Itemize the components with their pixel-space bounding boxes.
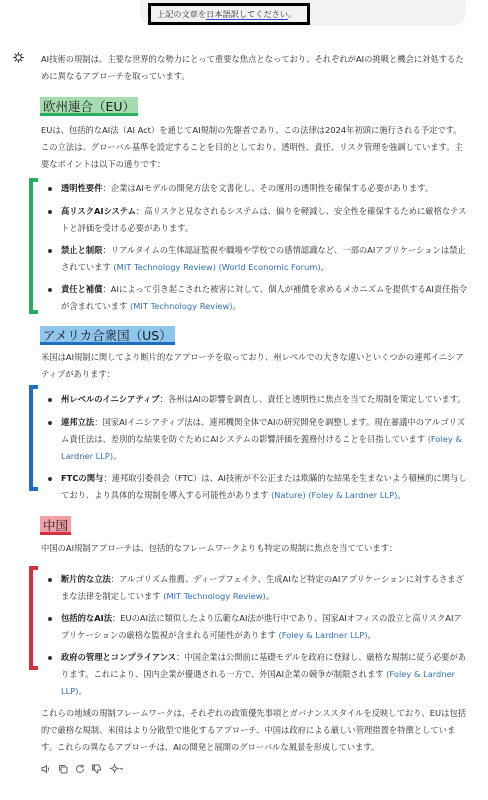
eu-bullet-3 [61,242,469,276]
bullet-heading: 政府の管理とコンプライアンス [61,652,177,662]
citation-link[interactable]: (MIT Technology Review) [127,301,233,311]
bullet-dot [48,578,52,582]
model-switch-icon[interactable] [108,763,126,775]
bullet-dot [48,187,52,191]
bullet-text: ：中国企業は公開前に基礎モデルを政府に登録し、厳格な規制に従う必要があります。これにより、国内企業が優遇される一方で、外国AI企業の競争が制限されます [61,652,467,679]
bullet-dot [48,421,52,425]
us-bracket [29,385,38,491]
china-bullet-3 [61,649,469,700]
bullet-tail: 。 [367,630,376,640]
bullet-text: ：アルゴリズム推薦、ディープフェイク、生成AIなど特定のAIアプリケーションに対するさまざまな法律を制定しています [61,574,464,601]
bullet-heading: 断片的な立法 [61,574,111,584]
bullet-text: ：AIによって引き起こされた被害に対して、個人が補償を求めるメカニズムを提供するAI責任指令が含まれています [61,284,468,311]
bullet-heading: 禁止と制限 [61,245,103,255]
conclusion-paragraph: これらの地域の規制フレームワークは、それぞれの政策優先事項とガバナンススタイルを反映しており、EUは包括的で厳格な規制、米国はより分散型で進化するアプローチ、中国は政府による厳しい管理措置を特徴としています。これらの異なるアプローチは、AIの開発と展開のグローバルな風景を形成しています。 [41,708,467,752]
china-bullet-1 [61,571,469,605]
bullet-dot [48,617,52,621]
bullet-text: ：リアルタイムの生体認証監視や職場や学校での感情認識など、一部のAIアプリケーションは禁止されています [61,245,466,272]
bullet-heading: 高リスクAIシステム [61,206,136,216]
speaker-icon[interactable] [40,763,52,775]
regenerate-icon[interactable] [74,763,86,775]
bullet-text: ：高リスクと見なされるシステムは、偏りを軽減し、安全性を確保するために厳格なテストと評価を受ける必要があります。 [61,206,467,233]
copy-icon[interactable] [57,763,69,775]
bullet-heading: 包括的なAI法 [61,613,112,623]
user-message-underlined: 日本語訳してください [206,9,289,19]
bullet-dot [48,210,52,214]
eu-intro: EUは、包括的なAI法（AI Act）を通じてAI規制の先駆者であり、この法律は2024年初頭に施行される予定です。この立法は、グローバル基準を設定することを目的としており、透明性、責任、リスク管理を強調しています。主要なポイントは以下の通りです： [41,125,463,169]
bullet-tail: 。 [265,591,275,601]
bullet-dot [48,288,52,292]
bullet-dot [48,249,52,253]
bullet-heading: 責任と補償 [61,284,103,294]
section-title-eu: 欧州連合（EU） [40,97,138,116]
eu-bracket [29,178,38,314]
china-bullet-2 [61,610,469,644]
intro-paragraph: AI技術の規制は、主要な世界的な勢力にとって重要な焦点となっており、それぞれがAIの挑戦と機会に対処するために異なるアプローチを取っています。 [41,54,464,81]
section-title-us: アメリカ合衆国（US） [40,326,175,345]
assistant-logo-icon [12,51,25,64]
us-bullet-3 [61,470,469,504]
bullet-text: ：企業はAIモデルの開発方法を文書化し、その運用の透明性を確保する必要があります。 [102,183,434,193]
us-intro: 米国はAI規制に関してより断片的なアプローチを取っており、州レベルでの大きな違いといくつかの連邦イニシアティブがあります： [41,352,464,379]
bullet-heading: 連邦立法 [61,417,95,427]
china-bracket [29,566,38,670]
bullet-tail: 。 [232,301,241,311]
user-message-end: 。 [288,9,297,19]
bullet-text: ：各州はAIの影響を調査し、責任と透明性に焦点を当てた規制を策定しています。 [159,394,466,404]
bullet-heading: 州レベルのイニシアティブ [61,394,160,404]
bullet-tail: 。 [320,262,329,272]
us-bullet-2 [61,414,469,465]
citation-link[interactable]: (Foley & Lardner LLP) [61,669,456,696]
bullet-dot [48,656,52,660]
citation-link[interactable]: (Foley & Lardner LLP) [275,630,368,640]
citation-link[interactable]: (Nature) (Foley & Lardner LLP) [268,490,398,500]
message-actions [40,762,126,776]
bullet-tail: 。 [78,686,87,696]
bullet-heading: 透明性要件 [61,183,103,193]
bullet-dot [48,398,52,402]
thumbs-down-icon[interactable] [91,763,103,775]
eu-bullet-2 [61,203,469,237]
eu-bullet-4 [61,281,469,315]
china-intro: 中国のAI規制アプローチは、包括的なフレームワークよりも特定の規制に焦点を当てています： [41,543,398,553]
bullet-heading: FTCの関与 [61,473,104,483]
eu-bullet-1 [61,180,469,197]
section-title-china: 中国 [40,516,71,535]
user-message [148,3,310,25]
bullet-dot [48,477,52,481]
bullet-tail: 。 [113,451,122,461]
user-message-text: 上記の文章を [157,9,207,19]
citation-link[interactable]: (Foley & Lardner LLP) [61,434,462,461]
citation-link[interactable]: (MIT Technology Review) [160,591,266,601]
bullet-text: ：連邦取引委員会（FTC）は、AI技術が不公正または欺瞞的な結果を生まないよう積極的に関与しており、より具体的な規制を導入する可能性があります [61,473,467,500]
citation-link[interactable]: (MIT Technology Review) (World Economic Forum) [110,262,321,272]
bullet-tail: 。 [397,490,406,500]
bullet-text: ：国家AIイニシアティブ法は、連邦機関全体でAIの研究開発を調整します。現在審議中のアルゴリズム責任法は、差別的な結果を防ぐためにAIシステムの影響評価を義務付けることを目指しています [61,417,466,444]
bullet-text: ：EUのAI法に類似したより広範なAI法が進行中であり、国家AIオフィスの設立と高リスクAIアプリケーションの厳格な監視が含まれる可能性があります [61,613,462,640]
us-bullet-1 [61,391,469,408]
